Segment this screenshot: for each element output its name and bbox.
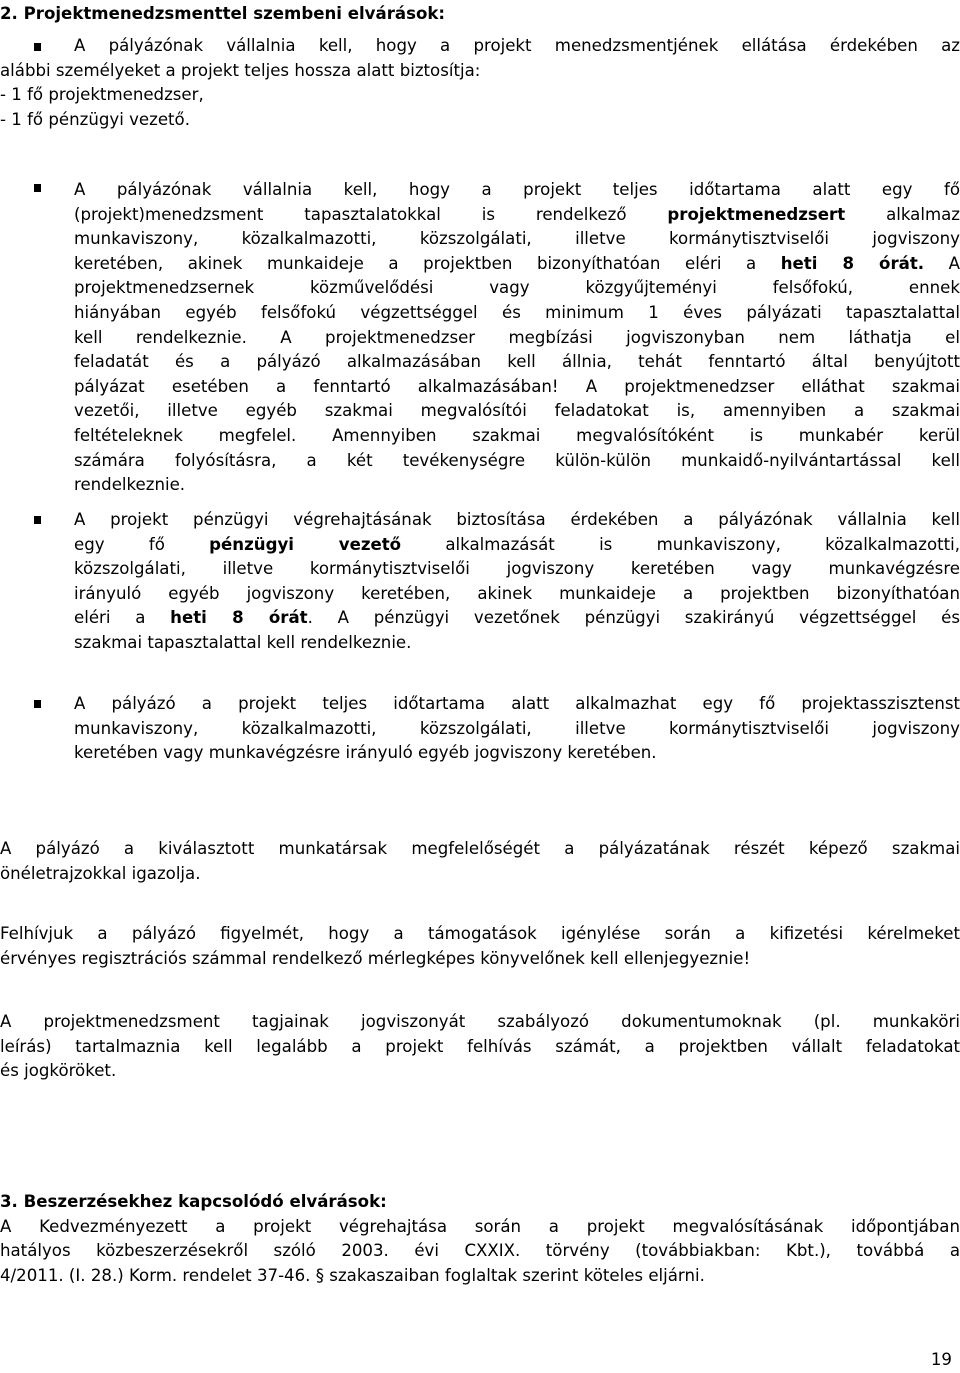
text-line: vezetői, illetve egyéb szakmai megvalósítói feladatokat is, amennyiben a szakmai bbox=[74, 401, 960, 421]
text-line: eléri a heti 8 órát. A pénzügyi vezetőnek pénzügyi szakirányú végzettséggel és bbox=[74, 608, 960, 628]
text-line: A pályázónak vállalnia kell, hogy a projekt menedzsmentjének ellátása érdekében az bbox=[74, 36, 960, 55]
text-line: kell rendelkeznie. A projektmenedzser megbízási jogviszonyban nem láthatja el bbox=[74, 327, 960, 347]
text-line: - 1 fő pénzügyi vezető. bbox=[0, 109, 190, 129]
text-line: - 1 fő projektmenedzser, bbox=[0, 85, 204, 105]
text-line: feltételeknek megfelel. Amennyiben szakmai megvalósítóként is munkabér kerül bbox=[74, 425, 960, 445]
text-line: szakmai tapasztalattal kell rendelkeznie. bbox=[74, 632, 412, 652]
text-line: rendelkeznie. bbox=[74, 475, 186, 495]
text-line: A pályázó a projekt teljes időtartama alatt alkalmazhat egy fő projektasszisztenst bbox=[74, 694, 960, 713]
text-line: önéletrajzokkal igazolja. bbox=[0, 863, 201, 883]
text-line: alábbi személyeket a projekt teljes hossza alatt biztosítja: bbox=[0, 60, 481, 80]
text-line: A Kedvezményezett a projekt végrehajtása során a projekt megvalósításának időpontjában bbox=[0, 1216, 960, 1236]
bullet-3 bbox=[0, 508, 960, 656]
bullet-4 bbox=[0, 692, 960, 766]
text-line: hatályos közbeszerzésekről szóló 2003. évi CXXIX. törvény (továbbiakban: Kbt.), továbbá a bbox=[0, 1241, 960, 1261]
text-line: A projekt pénzügyi végrehajtásának biztosítása érdekében a pályázónak vállalnia kell bbox=[74, 510, 960, 529]
text-line: közszolgálati, illetve kormánytisztviselői jogviszony keretében vagy munkavégzésre bbox=[74, 559, 960, 579]
page-number: 19 bbox=[930, 1350, 952, 1369]
bullet-1 bbox=[0, 34, 960, 132]
text-line: A pályázó a kiválasztott munkatársak megfelelőségét a pályázatának részét képező szakmai bbox=[0, 839, 960, 858]
section-3 bbox=[0, 1190, 960, 1288]
text-line: pályázat esetében a fenntartó alkalmazásában! A projektmenedzser elláthat szakmai bbox=[74, 376, 960, 396]
text-line: hiányában egyéb felsőfokú végzettséggel és minimum 1 éves pályázati tapasztalattal bbox=[74, 302, 960, 322]
paragraph-references bbox=[0, 837, 960, 886]
section-2-heading bbox=[0, 2, 960, 27]
paragraph-contracts bbox=[0, 1010, 960, 1084]
text-line: leírás) tartalmaznia kell legalább a projekt felhívás számát, a projektben vállalt feladatokat bbox=[0, 1036, 960, 1056]
text-line: munkaviszony, közalkalmazotti, közszolgálati, illetve kormánytisztviselői jogviszony bbox=[74, 718, 960, 738]
text-line: számára folyósításra, a két tevékenységre külön-külön munkaidő-nyilvántartással kell bbox=[74, 450, 960, 470]
text-line: egy fő pénzügyi vezető alkalmazását is munkaviszony, közalkalmazotti, bbox=[74, 534, 960, 554]
text-line: Felhívjuk a pályázó figyelmét, hogy a támogatások igénylése során a kifizetési kérelmeket bbox=[0, 924, 960, 943]
text-line: érvényes regisztrációs számmal rendelkező mérlegképes könyvelőnek kell ellenjegyeznie! bbox=[0, 948, 751, 968]
heading-text: 2. Projektmenedzsmenttel szembeni elvárások: bbox=[0, 4, 446, 23]
text-line: 4/2011. (I. 28.) Korm. rendelet 37-46. § szakaszaiban foglaltak szerint köteles eljárni. bbox=[0, 1265, 705, 1285]
text-line: munkaviszony, közalkalmazotti, közszolgálati, illetve kormánytisztviselői jogviszony bbox=[74, 229, 960, 249]
text-line: irányuló egyéb jogviszony keretében, akinek munkaideje a projektben bizonyíthatóan bbox=[74, 583, 960, 603]
text-line: keretében vagy munkavégzésre irányuló egyéb jogviszony keretében. bbox=[74, 743, 657, 763]
text-line: projektmenedzsernek közművelődési vagy közgyűjteményi felsőfokú, ennek bbox=[74, 278, 960, 298]
text-line: A projektmenedzsment tagjainak jogviszonyát szabályozó dokumentumoknak (pl. munkaköri bbox=[0, 1012, 960, 1031]
paragraph-accountant bbox=[0, 922, 960, 971]
text-line: A pályázónak vállalnia kell, hogy a projekt teljes időtartama alatt egy fő bbox=[74, 180, 960, 199]
text-line: (projekt)menedzsment tapasztalatokkal is rendelkező projektmenedzsert alkalmaz bbox=[74, 204, 960, 224]
text-line: és jogköröket. bbox=[0, 1061, 117, 1081]
section-3-heading: 3. Beszerzésekhez kapcsolódó elvárások: bbox=[0, 1192, 387, 1211]
bullet-2 bbox=[0, 178, 960, 498]
text-line: feladatát és a pályázó alkalmazásában kell állnia, tehát fenntartó által benyújtott bbox=[74, 352, 960, 372]
text-line: keretében, akinek munkaideje a projektben bizonyíthatóan eléri a heti 8 órát. A bbox=[74, 253, 960, 273]
